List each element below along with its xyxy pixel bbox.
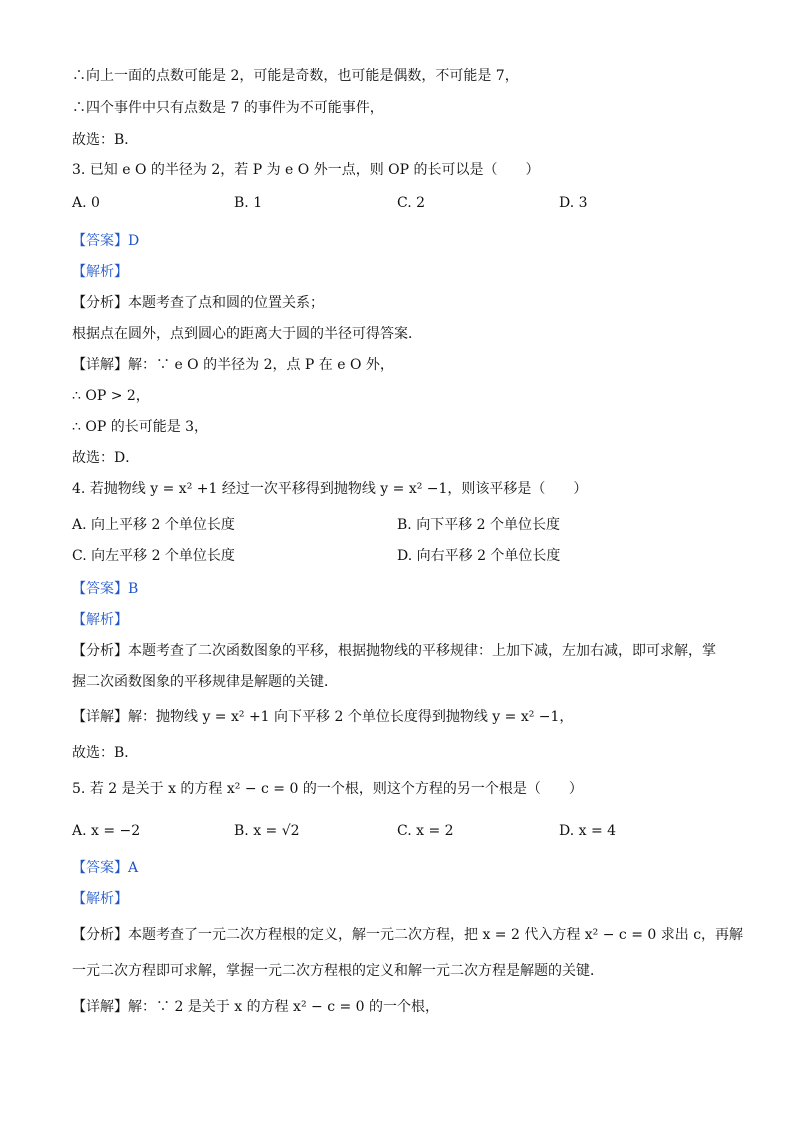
text-line: 【详解】解：抛物线 y = x² +1 向下平移 2 个单位长度得到抛物线 y = x² −1， — [72, 709, 574, 725]
text-line: 【详解】解：∵ 2 是关于 x 的方程 x² − c = 0 的一个根， — [72, 999, 440, 1015]
text-line: 【分析】本题考查了二次函数图象的平移，根据抛物线的平移规律：上加下减，左加右减，即可求解，掌 — [72, 643, 716, 659]
answer-option: C. 2 — [397, 195, 426, 211]
section-label: 【答案】A — [72, 860, 139, 876]
answer-option: A. 向上平移 2 个单位长度 — [72, 517, 235, 533]
section-label: 【解析】 — [72, 891, 128, 907]
section-label: 【解析】 — [72, 264, 128, 280]
answer-option: C. 向左平移 2 个单位长度 — [72, 548, 235, 564]
answer-option: D. 向右平移 2 个单位长度 — [397, 548, 561, 564]
text-line: 5. 若 2 是关于 x 的方程 x² − c = 0 的一个根，则这个方程的另一个根是（ ） — [72, 781, 583, 797]
text-line: 故选：B． — [72, 745, 139, 761]
section-label: 【解析】 — [72, 612, 128, 628]
text-line: 故选：D． — [72, 450, 140, 466]
answer-option: B. 1 — [234, 195, 263, 211]
text-line: ∴四个事件中只有点数是 7 的事件为不可能事件， — [72, 100, 384, 116]
text-line: 【分析】本题考查了一元二次方程根的定义，解一元二次方程，把 x = 2 代入方程 x² − c = 0 求出 c，再解 — [72, 927, 744, 943]
answer-option: D. 3 — [559, 195, 588, 211]
text-line: 3. 已知 e O 的半径为 2，若 P 为 e O 外一点，则 OP 的长可以是（ ） — [72, 162, 540, 178]
text-line: 【详解】解：∵ e O 的半径为 2，点 P 在 e O 外， — [72, 357, 394, 373]
text-line: 故选：B． — [72, 132, 139, 148]
text-line: ∴ OP 的长可能是 3， — [72, 419, 209, 435]
answer-option: D. x = 4 — [559, 823, 617, 839]
text-line: 根据点在圆外，点到圆心的距离大于圆的半径可得答案． — [72, 326, 422, 342]
answer-option: C. x = 2 — [397, 823, 454, 839]
section-label: 【答案】D — [72, 233, 140, 249]
text-line: 【分析】本题考查了点和圆的位置关系； — [72, 295, 324, 311]
section-label: 【答案】B — [72, 581, 139, 597]
text-line: ∴向上一面的点数可能是 2，可能是奇数，也可能是偶数，不可能是 7， — [72, 68, 519, 84]
text-line: 4. 若抛物线 y = x² +1 经过一次平移得到抛物线 y = x² −1，则该平移是（ ） — [72, 481, 588, 497]
answer-option: A. x = −2 — [72, 823, 141, 839]
text-line: 一元二次方程即可求解，掌握一元二次方程根的定义和解一元二次方程是解题的关键． — [72, 963, 604, 979]
answer-option: B. x = √2 — [234, 823, 300, 839]
text-line: 握二次函数图象的平移规律是解题的关键． — [72, 674, 338, 690]
text-line: ∴ OP > 2， — [72, 388, 150, 404]
answer-option: B. 向下平移 2 个单位长度 — [397, 517, 560, 533]
answer-option: A. 0 — [72, 195, 100, 211]
